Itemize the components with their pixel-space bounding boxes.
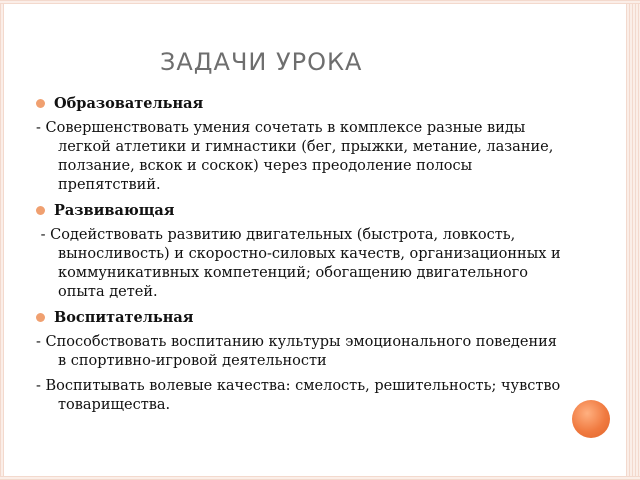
bullet-dot-icon — [36, 206, 45, 215]
section-heading-label: Развивающая — [54, 202, 175, 219]
section-paragraph: - Воспитывать волевые качества: смелость, решительность; чувство товарищества. — [36, 378, 561, 413]
decorative-circle-icon — [572, 400, 610, 438]
left-border-stripe — [0, 0, 4, 480]
section-paragraph: - Совершенствовать умения сочетать в комплексе разные виды легкой атлетики и гимнастики (бег, прыжки, метание, лазание, ползание, вскок и соскок) через преодоление полосы препятствий. — [36, 120, 554, 193]
section-heading-developmental — [36, 201, 564, 220]
slide-content — [36, 94, 564, 421]
slide-title: ЗАДАЧИ УРОКА — [160, 48, 363, 76]
section-heading-label: Воспитательная — [54, 309, 194, 326]
section-heading-upbringing — [36, 308, 564, 327]
section-heading-educational — [36, 94, 564, 113]
top-border-stripe — [0, 0, 640, 4]
bullet-dot-icon — [36, 99, 45, 108]
section-paragraph: - Способствовать воспитанию культуры эмоционального поведения в спортивно-игровой деятельности — [36, 334, 557, 369]
right-border-stripe — [626, 0, 640, 480]
bullet-dot-icon — [36, 313, 45, 322]
section-heading-label: Образовательная — [54, 95, 204, 112]
bottom-border-stripe — [0, 476, 640, 480]
section-paragraph: - Содействовать развитию двигательных (быстрота, ловкость, выносливость) и скоростно-силовых качеств, организационных и коммуникативных компетенций; обогащению двигательного опыта детей. — [36, 227, 566, 300]
